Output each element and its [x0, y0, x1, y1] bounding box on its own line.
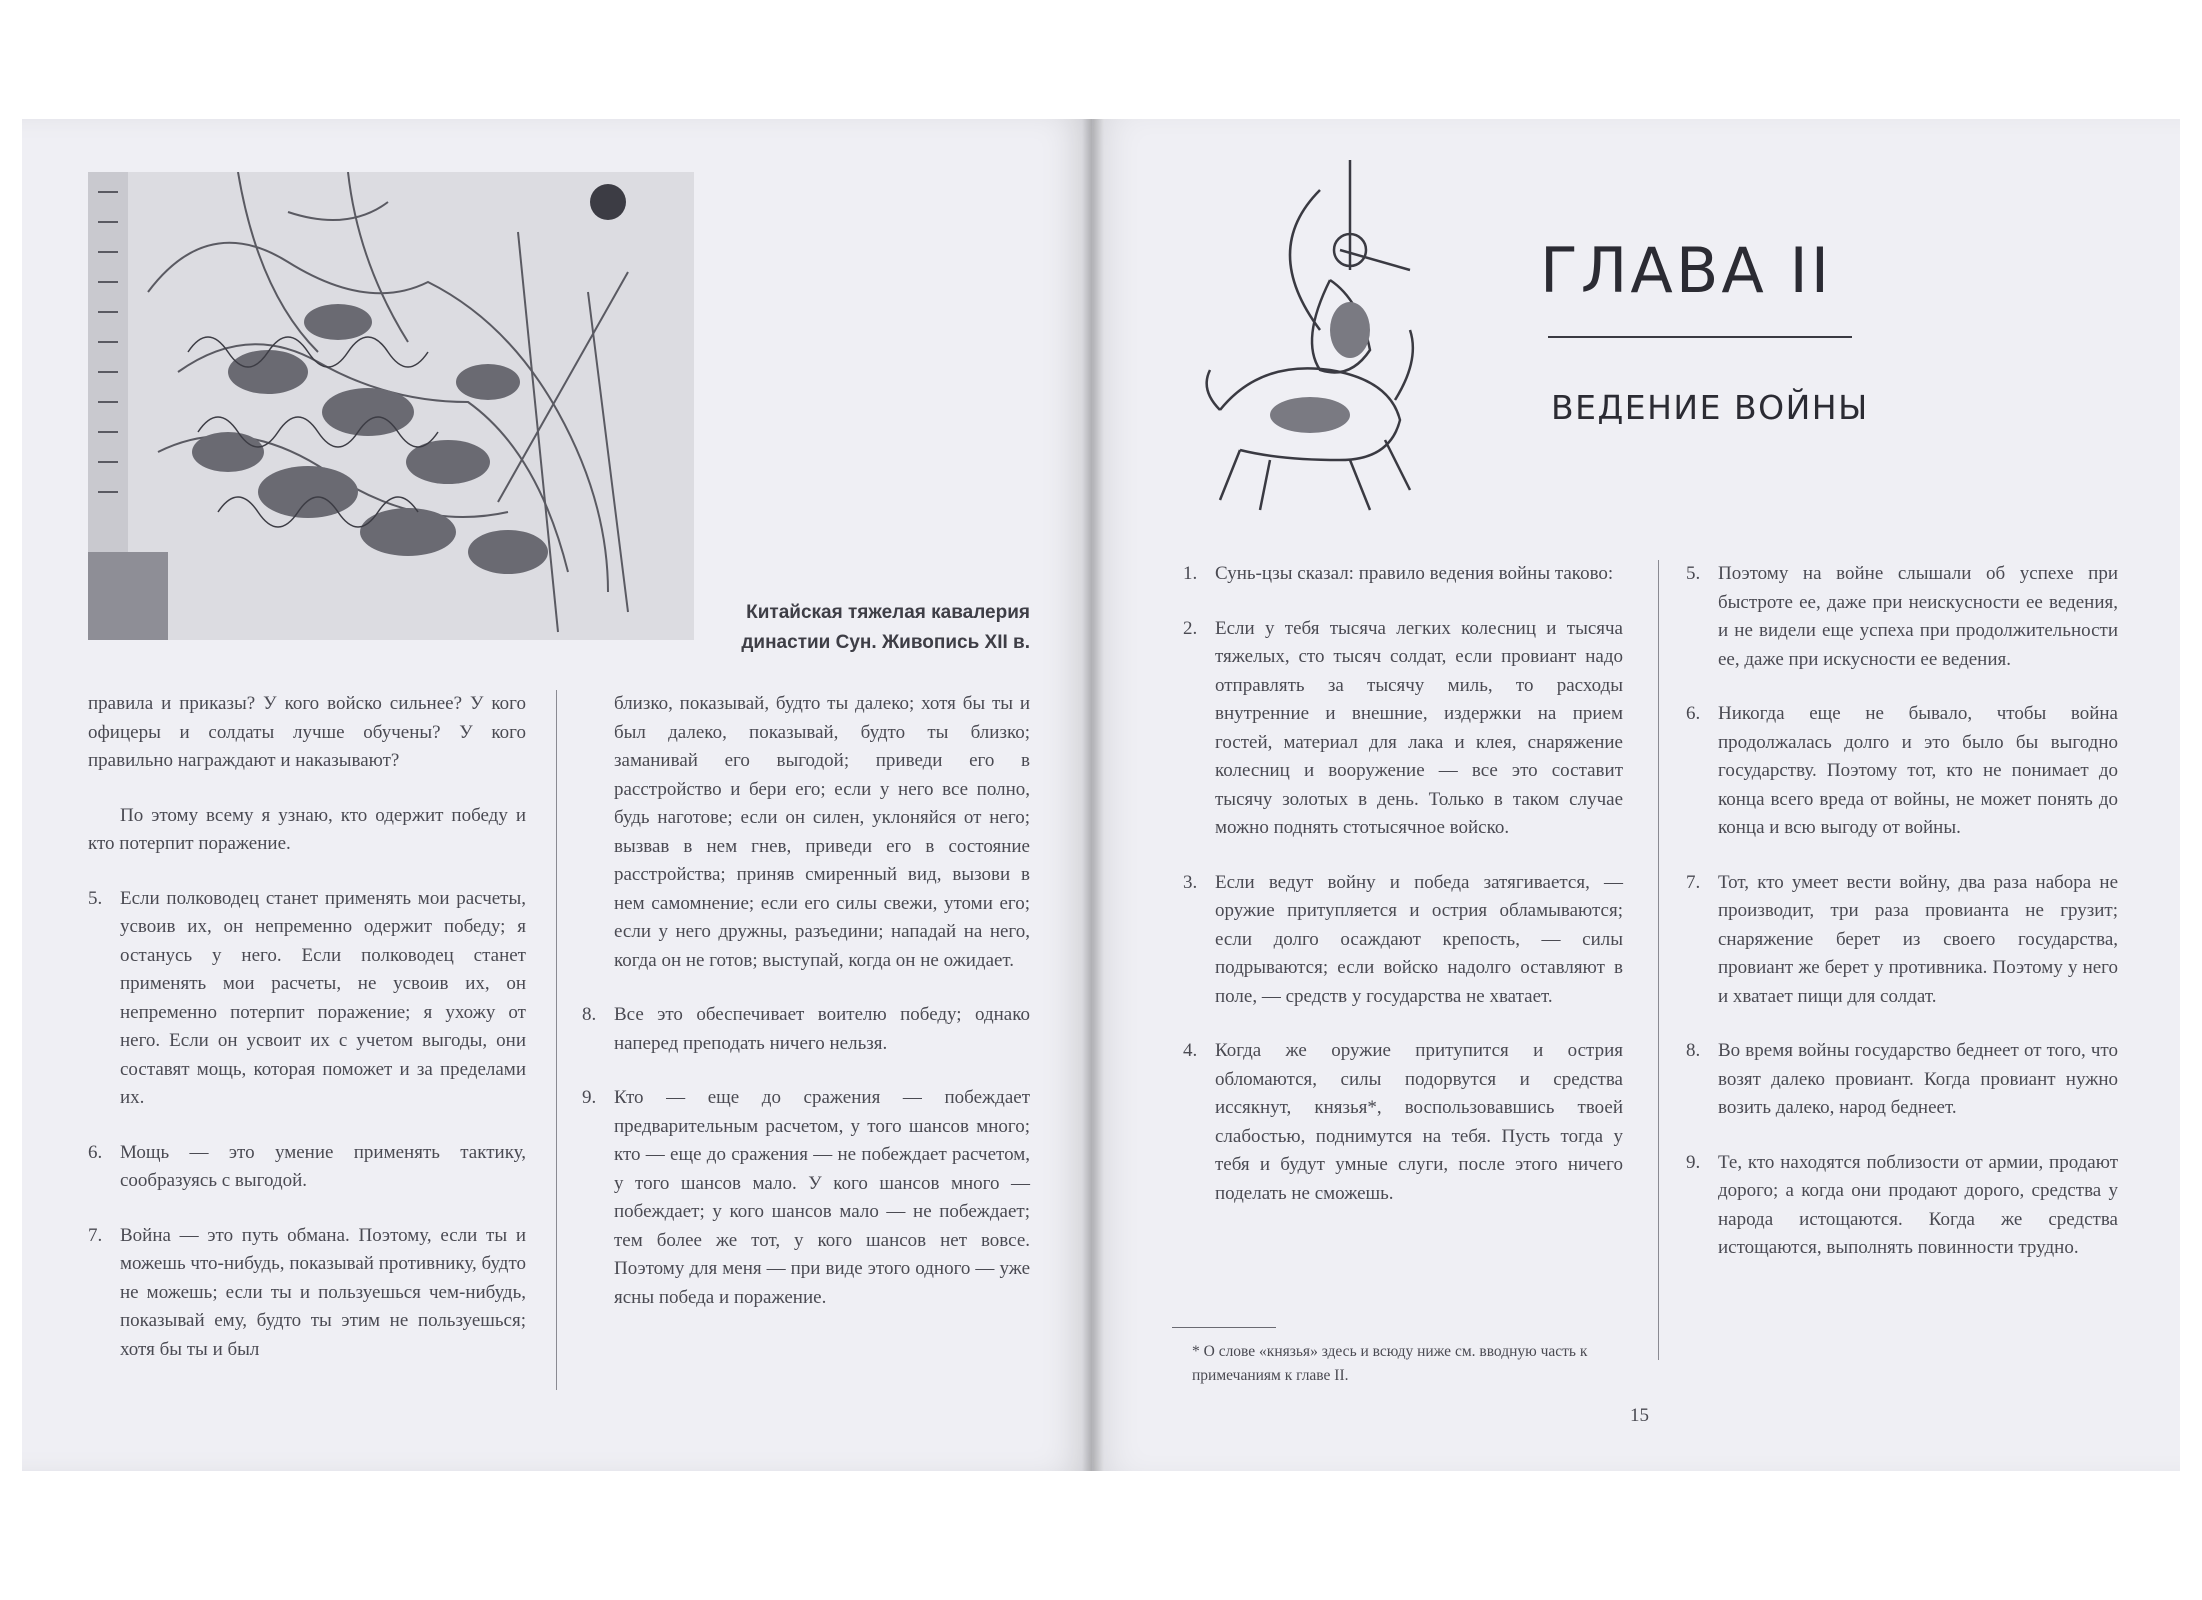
chapter-subtitle: ВЕДЕНИЕ ВОЙНЫ	[1551, 388, 1869, 427]
numbered-item: 6. Никогда еще не бывало, чтобы война продолжалась долго и это было бы выгодно государству. Поэтому тот, кто не понимает до конца всего вреда от войны, не может понять до конца и всю выгоду от войны.	[1686, 703, 2118, 838]
paragraph: По этому всему я узнаю, кто одержит победу и кто потерпит поражение.	[88, 804, 526, 854]
numbered-item: 2. Если у тебя тысяча легких колесниц и тысяча тяжелых, сто тысяч солдат, если провиант надо отправлять за тысячу миль, то расходы внутренние и внешние, издержки на прием гостей, материал для лака и клея, снаряжение колесниц и вооружение — все это составит тысячу золотых в день. Только в таком случае можно поднять стотысячное войско.	[1183, 617, 1623, 838]
numbered-item: 1. Сунь-цзы сказал: правило ведения войны таково:	[1183, 563, 1614, 584]
chapter-rule	[1548, 336, 1852, 338]
paragraph-continuation: близко, показывай, будто ты далеко; хотя бы ты и был далеко, показывай, будто ты близко; заманивай его выгодой; приведи его в расстройство и бери его; если у него все полно, будь наготове; если он силен, уклоняйся от него; вызвав в нем гнев, приведи его в состояние расстройства; приняв смиренный вид, вызови в нем самомнение; если его силы свежи, утоми его; если у него дружны, разъедини; нападай на него, когда он не готов; выступай, когда он не ожидает.	[614, 693, 1030, 971]
left-column-1	[88, 690, 526, 1390]
book-gutter	[1082, 119, 1104, 1471]
footnote-rule	[1172, 1327, 1276, 1328]
horse-archer-icon	[1200, 160, 1430, 522]
right-column-1	[1183, 560, 1623, 1234]
column-divider-right	[1658, 560, 1659, 1360]
numbered-item: 5. Если полководец станет применять мои расчеты, усвоив их, он непременно одержит победу; я останусь у него. Если полководец станет применять мои расчеты, не усвоив их, он непременно потерпит поражение; я ухожу от него. Если он усвоит их с учетом выгоды, они составят мощь, которая поможет и за пределами их.	[88, 887, 526, 1108]
cavalry-drawing-icon	[88, 172, 694, 640]
left-column-2	[582, 690, 1030, 1338]
paragraph-continuation: правила и приказы? У кого войско сильнее? У кого офицеры и солдаты лучше обучены? У кого правильно награждают и наказывают?	[88, 693, 526, 771]
chapter-title: ГЛАВА II	[1540, 234, 1833, 307]
numbered-item: 7. Тот, кто умеет вести войну, два раза набора не производит, три раза провианта не грузит; снаряжение берет из своего государства, провиант же берет у противника. Поэтому у него и хватает пищи для солдат.	[1686, 871, 2118, 1007]
page-number: 15	[1630, 1405, 1649, 1426]
numbered-item: 7. Война — это путь обмана. Поэтому, если ты и можешь что-нибудь, показывай противнику, будто не можешь; если ты и пользуешься чем-нибудь, показывай ему, будто ты этим не пользуешься; хотя бы ты и был	[88, 1224, 526, 1360]
archer-illustration	[1200, 160, 1430, 522]
numbered-item: 6. Мощь — это умение применять тактику, сообразуясь с выгодой.	[88, 1141, 526, 1191]
right-column-2	[1686, 560, 2118, 1289]
numbered-item: 9. Кто — еще до сражения — побеждает предварительным расчетом, у того шансов много; кто — еще до сражения — не побеждает расчетом, у того шансов мало. У кого шансов много — побеждает; у кого шансов мало — не побеждает; тем более же тот, у кого шансов нет вовсе. Поэтому для меня — при виде этого одного — уже ясны победа и поражение.	[582, 1087, 1030, 1308]
column-divider-left	[556, 690, 557, 1390]
numbered-item: 8. Все это обеспечивает воителю победу; однако наперед преподать ничего нельзя.	[582, 1004, 1030, 1054]
numbered-item: 8. Во время войны государство беднеет от того, что возят далеко провиант. Когда провиант нужно возить далеко, народ беднеет.	[1686, 1040, 2118, 1118]
figure-caption: Китайская тяжелая кавалерия династии Сун. Живопись XII в.	[741, 602, 1030, 653]
footnote: * О слове «князья» здесь и всюду ниже см. вводную часть к примечаниям к главе II.	[1192, 1343, 1588, 1384]
numbered-item: 9. Те, кто находятся поблизости от армии, продают дорого; а когда они продают дорого, средства у народа истощаются. Когда же средства истощаются, выполнять повинности трудно.	[1686, 1151, 2118, 1258]
numbered-item: 5. Поэтому на войне слышали об успехе при быстроте ее, даже при неискусности ее ведения, и не видели еще успеха при продолжительности ее, даже при искусности ее ведения.	[1686, 563, 2118, 670]
numbered-item: 4. Когда же оружие притупится и острия обломаются, силы подорвутся и средства иссякнут, князья*, воспользовавшись твоей слабостью, поднимутся на тебя. Пусть тогда у тебя и будут умные слуги, после этого ничего поделать не сможешь.	[1183, 1040, 1623, 1204]
cavalry-illustration	[88, 172, 694, 640]
numbered-item: 3. Если ведут войну и победа затягивается, — оружие притупляется и острия обламываются; если долго осаждают крепость, — силы подрываются; если войско надолго оставляют в поле, — средств у государства не хватает.	[1183, 871, 1623, 1007]
